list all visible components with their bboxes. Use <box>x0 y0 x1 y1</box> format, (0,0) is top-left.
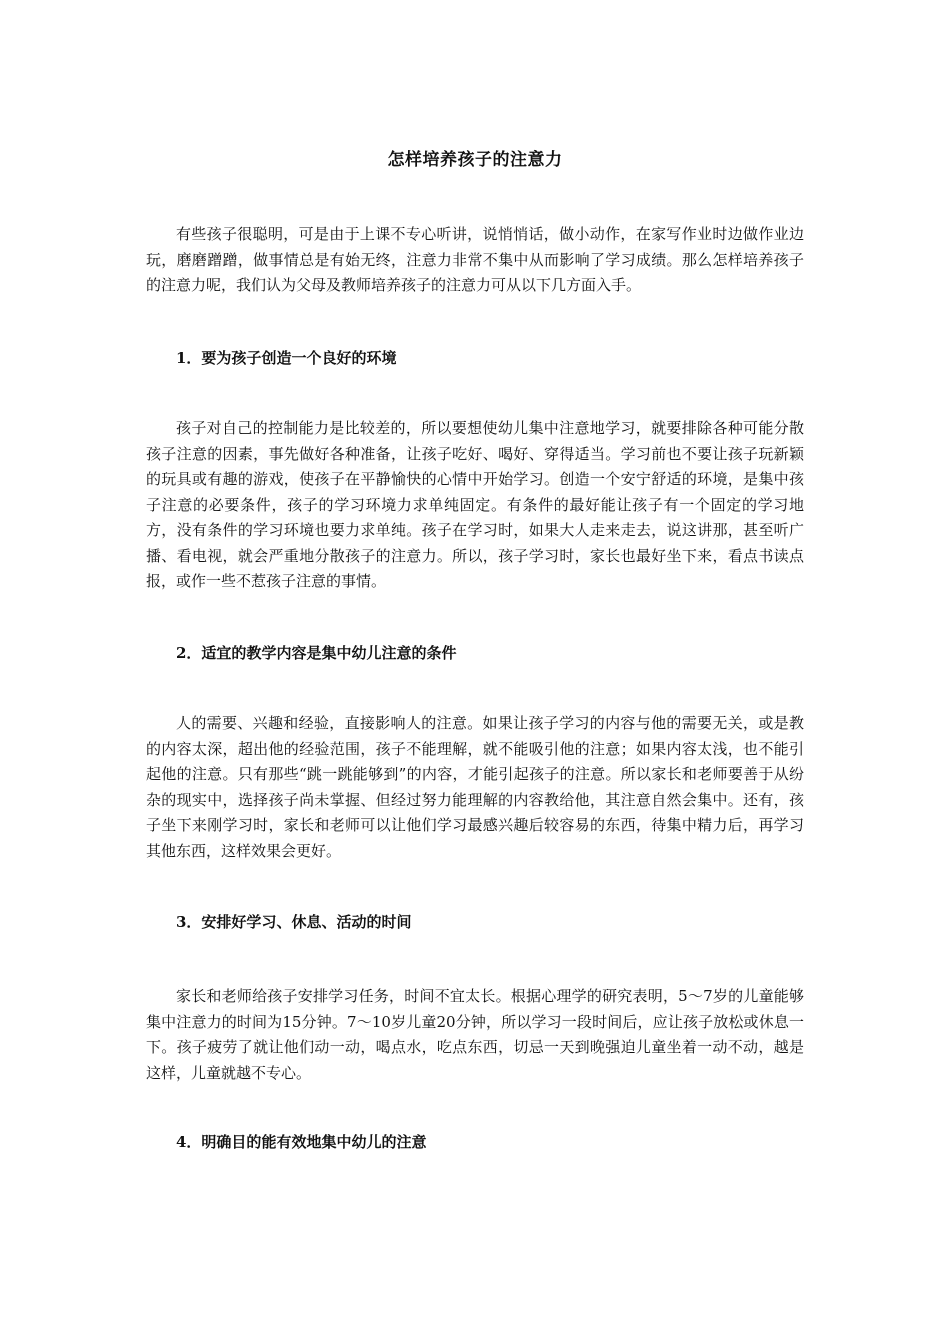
section-heading-2: 2．适宜的教学内容是集中幼儿注意的条件 <box>176 644 457 662</box>
document-title: 怎样培养孩子的注意力 <box>387 150 563 170</box>
section-heading-1: 1．要为孩子创造一个良好的环境 <box>176 349 397 367</box>
section-heading-4: 4．明确目的能有效地集中幼儿的注意 <box>176 1133 427 1151</box>
section-heading-3: 3．安排好学习、休息、活动的时间 <box>176 913 412 931</box>
intro-paragraph: 有些孩子很聪明，可是由于上课不专心听讲，说悄悄话，做小动作，在家写作业时边做作业边玩，磨磨蹭蹭，做事情总是有始无终，注意力非常不集中从而影响了学习成绩。那么怎样培养孩子的注意力呢，我们认为父母及教师培养孩子的注意力可从以下几方面入手。 <box>146 225 804 294</box>
section-body-1: 孩子对自己的控制能力是比较差的，所以要想使幼儿集中注意地学习，就要排除各种可能分散孩子注意的因素，事先做好各种准备，让孩子吃好、喝好、穿得适当。学习前也不要让孩子玩新颖的玩具或有趣的游戏，使孩子在平静愉快的心情中开始学习。创造一个安宁舒适的环境，是集中孩子注意的必要条件，孩子的学习环境力求单纯固定。有条件的最好能让孩子有一个固定的学习地方，没有条件的学习环境也要力求单纯。孩子在学习时，如果大人走来走去，说这讲那，甚至听广播、看电视，就会严重地分散孩子的注意力。所以，孩子学习时，家长也最好坐下来，看点书读点报，或作一些不惹孩子注意的事情。 <box>146 419 804 590</box>
section-body-2: 人的需要、兴趣和经验，直接影响人的注意。如果让孩子学习的内容与他的需要无关，或是教的内容太深，超出他的经验范围，孩子不能理解，就不能吸引他的注意；如果内容太浅，也不能引起他的注意。只有那些“跳一跳能够到”的内容，才能引起孩子的注意。所以家长和老师要善于从纷杂的现实中，选择孩子尚未掌握、但经过努力能理解的内容教给他，其注意自然会集中。还有，孩子坐下来刚学习时，家长和老师可以让他们学习最感兴趣后较容易的东西，待集中精力后，再学习其他东西，这样效果会更好。 <box>146 714 804 860</box>
section-body-3: 家长和老师给孩子安排学习任务，时间不宜太长。根据心理学的研究表明，5～7岁的儿童能够集中注意力的时间为15分钟。7～10岁儿童20分钟，所以学习一段时间后，应让孩子放松或休息一下。孩子疲劳了就让他们动一动，喝点水，吃点东西，切忌一天到晚强迫儿童坐着一动不动，越是这样，儿童就越不专心。 <box>146 987 804 1082</box>
